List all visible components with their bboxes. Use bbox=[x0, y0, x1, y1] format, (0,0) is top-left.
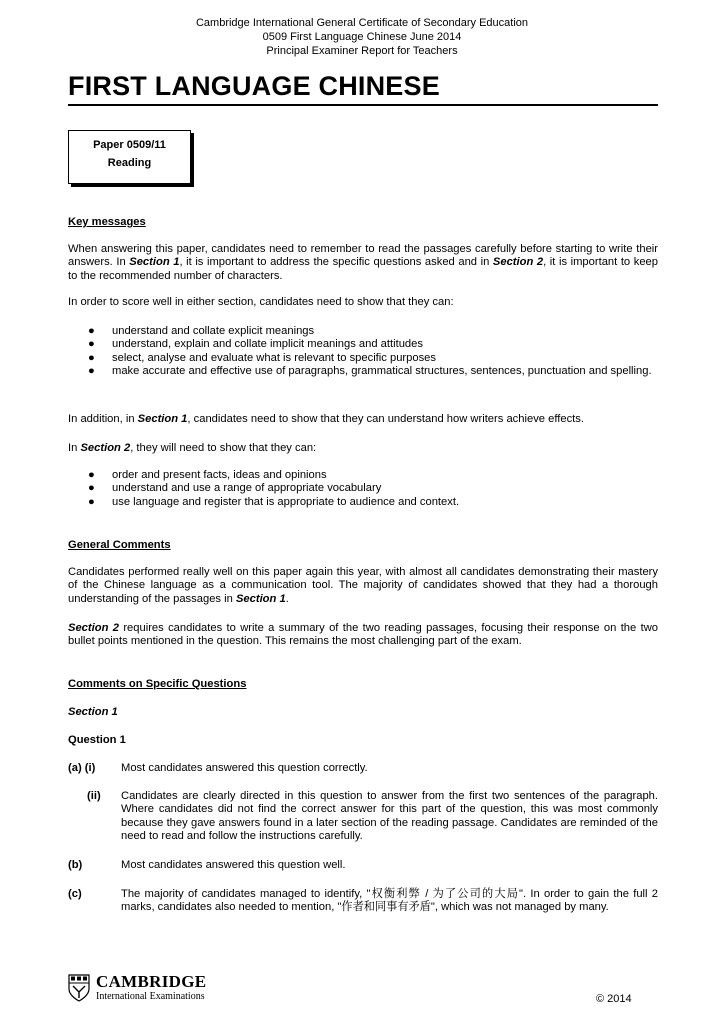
section-ref: Section 1 bbox=[235, 592, 286, 605]
page-title: FIRST LANGUAGE CHINESE bbox=[68, 71, 440, 101]
bullet-icon: ● bbox=[88, 482, 95, 495]
bullet-icon: ● bbox=[88, 325, 95, 337]
section-ref: Section 2 bbox=[68, 622, 119, 634]
copyright-notice: © 2014 bbox=[596, 993, 632, 1005]
list-item-text: use language and register that is appropriate to audience and context. bbox=[112, 495, 460, 508]
logo-subtitle: International Examinations bbox=[96, 991, 205, 1002]
list-item-text: make accurate and effective use of paragraphs, grammatical structures, sentences, punctuation and spelling. bbox=[112, 365, 652, 378]
general-comments-paragraph-2 bbox=[68, 622, 658, 649]
list-item bbox=[68, 352, 658, 365]
bullet-icon: ● bbox=[88, 495, 95, 508]
list-item-text: understand, explain and collate implicit meanings and attitudes bbox=[112, 338, 423, 351]
list-item bbox=[68, 482, 658, 495]
list-item-text: select, analyse and evaluate what is relevant to specific purposes bbox=[112, 351, 437, 364]
text-run: requires candidates to write a summary of the two reading passages, focusing their response on the two bullet points mentioned in the question. This remains the most challenging part of the exam. bbox=[68, 622, 658, 648]
question-1-heading: Question 1 bbox=[68, 734, 126, 746]
text-run: . bbox=[285, 592, 289, 605]
key-messages-paragraph-1 bbox=[68, 243, 658, 283]
question-label-b: (b) bbox=[68, 859, 83, 871]
paper-code: Paper 0509/11 bbox=[93, 139, 166, 151]
bullet-icon: ● bbox=[88, 365, 95, 378]
text-run: Candidates performed really well on this paper again this year, with almost all candidates demonstrating their mastery of the Chinese language as a communication tool. The majority of candidates showed that they had a thorough understanding of the passages in bbox=[68, 566, 658, 605]
bullet-icon: ● bbox=[88, 469, 95, 481]
key-messages-paragraph-4 bbox=[68, 442, 658, 455]
text-run: , it is important to address the specific questions asked and in bbox=[179, 256, 493, 269]
text-run: In addition, in bbox=[68, 413, 138, 425]
section-ref: Section 1 bbox=[129, 256, 180, 269]
specific-questions-heading: Comments on Specific Questions bbox=[68, 678, 247, 690]
key-messages-paragraph-3 bbox=[68, 413, 658, 426]
list-item-text: understand and collate explicit meanings bbox=[112, 325, 315, 337]
paper-box bbox=[68, 130, 191, 184]
section-ref: Section 1 bbox=[137, 413, 188, 425]
list-item bbox=[68, 496, 658, 509]
list-item bbox=[68, 338, 658, 351]
title-rule bbox=[68, 104, 658, 106]
text-run: , candidates need to show that they can understand how writers achieve effects. bbox=[187, 413, 584, 425]
answer-c: The majority of candidates managed to identify, "权衡利弊 / 为了公司的大局". In order to gain the full 2 marks, candidates also needed to mention, "作者和同事有矛盾", which was not managed by many. bbox=[121, 888, 658, 914]
list-item bbox=[68, 469, 658, 482]
header-line-1: Cambridge International General Certificate of Secondary Education bbox=[195, 17, 529, 29]
list-item-text: understand and use a range of appropriate vocabulary bbox=[112, 482, 382, 495]
bullet-icon: ● bbox=[88, 351, 95, 364]
header-line-3: Principal Examiner Report for Teachers bbox=[266, 45, 458, 57]
logo-wordmark: CAMBRIDGE bbox=[96, 972, 207, 991]
cambridge-logo bbox=[68, 974, 228, 1006]
bullet-icon: ● bbox=[88, 338, 95, 351]
key-messages-heading: Key messages bbox=[68, 216, 146, 228]
list-item bbox=[68, 365, 658, 378]
answer-a-i: Most candidates answered this question correctly. bbox=[121, 762, 368, 774]
section-ref: Section 2 bbox=[80, 442, 131, 454]
key-messages-paragraph-2: In order to score well in either section, candidates need to show that they can: bbox=[68, 296, 454, 308]
general-comments-paragraph-1 bbox=[68, 566, 658, 606]
text-run: , it is important to keep to the recommended number of characters. bbox=[68, 256, 658, 282]
crest-icon bbox=[68, 974, 90, 1002]
list-item-text: order and present facts, ideas and opinions bbox=[112, 469, 327, 481]
skills-list-1 bbox=[68, 325, 658, 379]
question-label-c: (c) bbox=[68, 888, 82, 900]
answer-b: Most candidates answered this question well. bbox=[121, 859, 346, 871]
question-label-ii: (ii) bbox=[87, 790, 101, 802]
general-comments-heading: General Comments bbox=[68, 539, 171, 551]
question-label-a-i: (a) (i) bbox=[68, 762, 96, 774]
text-run: In bbox=[68, 442, 81, 454]
answer-a-ii: Candidates are clearly directed in this question to answer from the first two sentences of the paragraph. Where candidates did not find the correct answer for this part of the question, this was most commonly because they gave answers found in a later section of the reading passage. Candidates are reminded of the need to read and follow the instructions carefully. bbox=[121, 790, 658, 843]
skills-list-2 bbox=[68, 469, 658, 509]
header-line-2: 0509 First Language Chinese June 2014 bbox=[262, 31, 462, 43]
text-run: , they will need to show that they can: bbox=[130, 442, 317, 454]
section-ref: Section 2 bbox=[492, 256, 544, 269]
list-item bbox=[68, 325, 658, 338]
section-1-heading: Section 1 bbox=[68, 706, 118, 718]
text-run: When answering this paper, candidates need to remember to read the passages carefully before starting to write their answers. In bbox=[68, 243, 658, 269]
paper-component: Reading bbox=[107, 157, 152, 169]
